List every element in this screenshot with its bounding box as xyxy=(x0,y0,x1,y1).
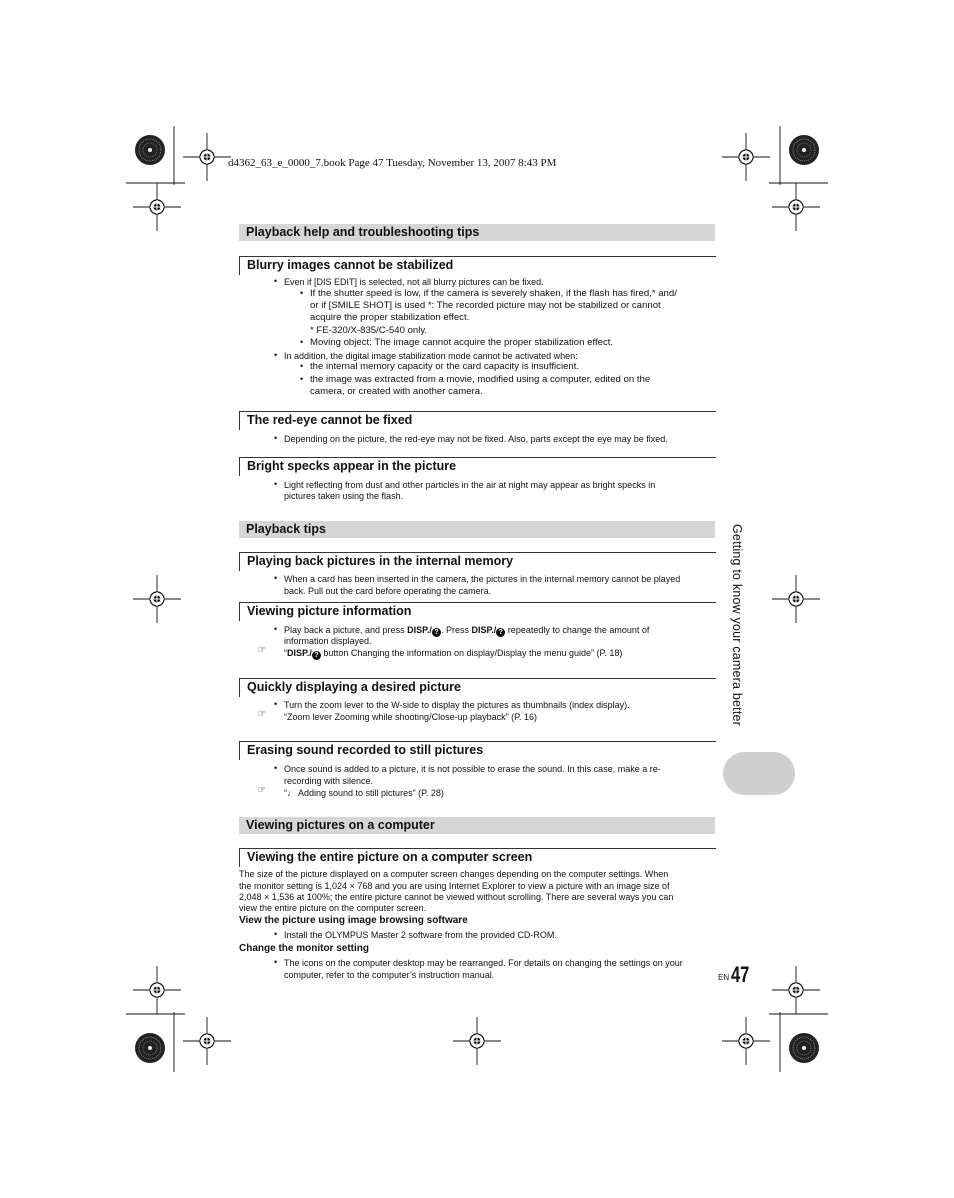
body-text: 2,048 × 1,536 at 100%; the entire picture cannot be viewed without scrolling. There are several ways you can xyxy=(239,892,674,902)
help-icon: ? xyxy=(432,628,441,637)
body-text: Turn the zoom lever to the W-side to display the pictures as thumbnails (index display). xyxy=(284,700,630,710)
body-text: Moving object: The image cannot acquire the proper stabilization effect. xyxy=(310,337,614,348)
bullet-icon: • xyxy=(274,763,278,773)
body-text: computer, refer to the computer’s instruction manual. xyxy=(284,970,495,980)
subsection-quick-display xyxy=(239,678,716,697)
print-header: d4362_63_e_0000_7.book Page 47 Tuesday, November 13, 2007 8:43 PM xyxy=(228,157,557,169)
subsection-internal-memory xyxy=(239,552,716,571)
section-title: Playback tips xyxy=(246,522,326,536)
bullet-icon: • xyxy=(274,479,278,489)
body-text: Play back a picture, and press DISP./ ? . Press DISP./ ? repeatedly to change the amount of xyxy=(284,625,650,636)
subsection-entire-picture xyxy=(239,848,716,867)
side-tab xyxy=(723,752,795,795)
language-code: EN xyxy=(718,973,730,982)
body-text: recording with silence. xyxy=(284,776,374,786)
help-icon: ? xyxy=(312,651,321,660)
subsection-specks xyxy=(239,457,716,476)
body-text: Even if [DIS EDIT] is selected, not all blurry pictures can be fixed. xyxy=(284,277,544,287)
page-number: 47 xyxy=(731,962,750,987)
side-tab-label: Getting to know your camera better xyxy=(730,524,744,727)
reference-icon: ☞ xyxy=(257,709,266,720)
bullet-icon: • xyxy=(300,288,304,298)
reference-text: “Zoom lever Zooming while shooting/Close-up playback” (P. 16) xyxy=(284,712,537,722)
body-text: Light reflecting from dust and other particles in the air at night may appear as bright specks in xyxy=(284,480,656,490)
microphone-icon: ♩ xyxy=(287,788,296,798)
body-text: Depending on the picture, the red-eye may not be fixed. Also, parts except the eye may be fixed. xyxy=(284,434,668,444)
subsection-title: Viewing picture information xyxy=(247,604,412,618)
body-text: the image was extracted from a movie, modified using a computer, edited on the xyxy=(310,374,651,385)
section-title: Playback help and troubleshooting tips xyxy=(246,225,480,239)
body-text: camera, or created with another camera. xyxy=(310,386,483,397)
reference-icon: ☞ xyxy=(257,645,266,656)
body-text: information displayed. xyxy=(284,636,372,646)
subheading: View the picture using image browsing software xyxy=(239,915,468,926)
bullet-icon: • xyxy=(300,337,304,347)
bullet-icon: • xyxy=(300,374,304,384)
body-text: When a card has been inserted in the camera, the pictures in the internal memory cannot be played xyxy=(284,574,681,584)
subsection-title: Bright specks appear in the picture xyxy=(247,459,457,473)
subsection-title: Erasing sound recorded to still pictures xyxy=(247,743,484,757)
bullet-icon: • xyxy=(274,276,278,286)
body-text: If the shutter speed is low, if the camera is severely shaken, if the flash has fired,* and/ xyxy=(310,288,677,299)
reference-icon: ☞ xyxy=(257,785,266,796)
bullet-icon: • xyxy=(300,361,304,371)
body-text: In addition, the digital image stabilization mode cannot be activated when: xyxy=(284,351,578,361)
reference-text: “♩ Adding sound to still pictures” (P. 28) xyxy=(284,788,444,798)
section-header-playback-help xyxy=(239,224,715,241)
body-text: the internal memory capacity or the card capacity is insufficient. xyxy=(310,361,580,372)
bullet-icon: • xyxy=(274,573,278,583)
subsection-title: Blurry images cannot be stabilized xyxy=(247,258,454,272)
subsection-blurry xyxy=(239,256,716,275)
bullet-icon: • xyxy=(274,957,278,967)
section-header-computer xyxy=(239,817,715,834)
bullet-icon: • xyxy=(274,433,278,443)
body-text: acquire the proper stabilization effect. xyxy=(310,312,470,323)
body-text: the monitor setting is 1,024 × 768 and you are using Internet Explorer to view a picture with an image size of xyxy=(239,881,670,891)
body-text: Install the OLYMPUS Master 2 software from the provided CD-ROM. xyxy=(284,930,557,940)
subsection-redeye xyxy=(239,411,716,430)
body-text: back. Pull out the card before operating the camera. xyxy=(284,586,492,596)
subsection-title: The red-eye cannot be fixed xyxy=(247,413,413,427)
body-text: Once sound is added to a picture, it is not possible to erase the sound. In this case, make a re- xyxy=(284,764,661,774)
bullet-icon: • xyxy=(274,699,278,709)
body-text: The size of the picture displayed on a computer screen changes depending on the computer settings. When xyxy=(239,869,669,879)
bullet-icon: • xyxy=(274,624,278,634)
subsection-title: Playing back pictures in the internal memory xyxy=(247,554,514,568)
subheading: Change the monitor setting xyxy=(239,943,369,954)
reference-text: “DISP./ ? button Changing the information on display/Display the menu guide” (P. 18) xyxy=(284,648,623,659)
section-header-playback-tips xyxy=(239,521,715,538)
footnote: * FE-320/X-835/C-540 only. xyxy=(310,325,428,336)
subsection-picture-info xyxy=(239,602,716,621)
subsection-title: Viewing the entire picture on a computer screen xyxy=(247,850,533,864)
subsection-erase-sound xyxy=(239,741,716,760)
bullet-icon: • xyxy=(274,929,278,939)
section-title: Viewing pictures on a computer xyxy=(246,818,435,832)
help-icon: ? xyxy=(496,628,505,637)
body-text: or if [SMILE SHOT] is used *: The recorded picture may not be stabilized or cannot xyxy=(310,300,661,311)
body-text: pictures taken using the flash. xyxy=(284,491,404,501)
body-text: The icons on the computer desktop may be rearranged. For details on changing the settings on your xyxy=(284,958,683,968)
body-text: view the entire picture on the computer screen. xyxy=(239,903,427,913)
subsection-title: Quickly displaying a desired picture xyxy=(247,680,461,694)
bullet-icon: • xyxy=(274,350,278,360)
